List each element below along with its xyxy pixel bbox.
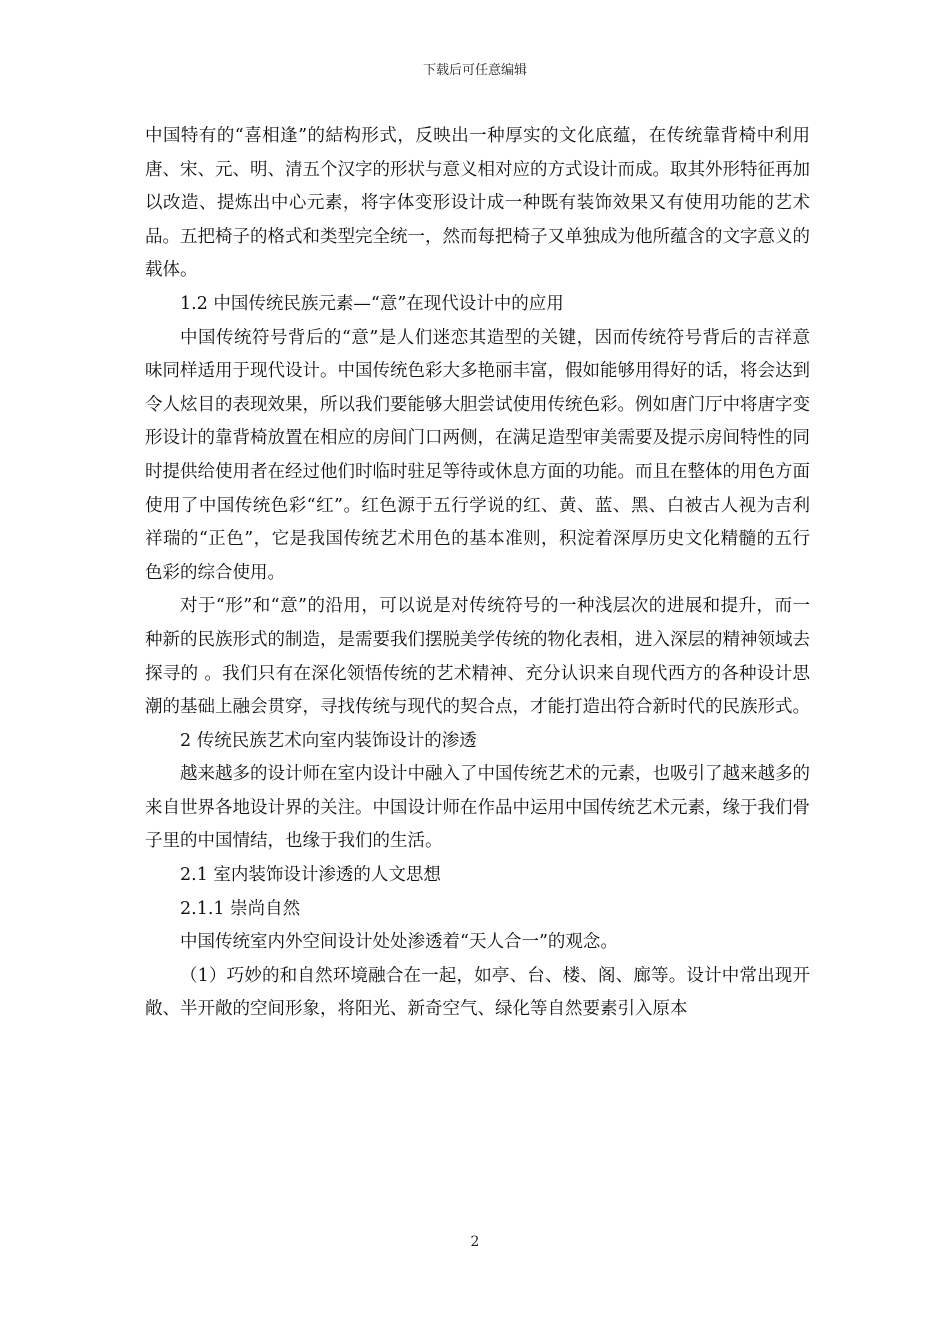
page-header: 下载后可任意编辑: [422, 63, 527, 78]
section-heading-2-1-1: 2.1.1 崇尚自然: [180, 898, 301, 919]
paragraph-continuation: 中国特有的“喜相逢”的結构形式，反映出一种厚实的文化底蕴，在传统靠背椅中利用唐、宋、元、明、清五个汉字的形状与意义相对应的方式设计而成。取其外形特征再加以改造、提炼出中心元素，将字体变形设计成一种既有装饰效果又有使用功能的艺术品。五把椅子的格式和类型完全统一，然而每把椅子又单独成为他所蕴含的文字意义的载体。: [145, 126, 810, 281]
paragraph: 对于“形”和“意”的沿用，可以说是对传统符号的一种浅层次的进展和提升，而一种新的民族形式的制造，是需要我们摆脱美学传统的物化表相，进入深层的精神领域去探寻的 。我们只有在深化领悟传统的艺术精神、充分认识来自现代西方的各种设计思潮的基础上融会贯穿，寻找传统与现代的契合点，才能打造出符合新时代的民族形式。: [145, 596, 810, 718]
paragraph: 中国传统符号背后的“意”是人们迷恋其造型的关键，因而传统符号背后的吉祥意味同样适用于现代设计。中国传统色彩大多艳丽丰富，假如能够用得好的话，将会达到令人炫目的表现效果，所以我们要能够大胆尝试使用传统色彩。例如唐门厅中将唐字变形设计的靠背椅放置在相应的房间门口两侧，在满足造型审美需要及提示房间特性的同时提供给使用者在经过他们时临时驻足等待或休息方面的功能。而且在整体的用色方面使用了中国传统色彩“红”。红色源于五行学说的红、黄、蓝、黑、白被古人视为吉利祥瑞的“正色”，它是我国传统艺术用色的基本准则，积淀着深厚历史文化精髓的五行色彩的综合使用。: [145, 327, 810, 583]
paragraph: （1）巧妙的和自然环境融合在一起，如亭、台、楼、阁、廊等。设计中常出现开敞、半开敞的空间形象，将阳光、新奇空气、绿化等自然要素引入原本: [145, 965, 810, 1020]
section-heading-2: 2 传统民族艺术向室内装饰设计的渗透: [180, 730, 477, 751]
section-heading-2-1: 2.1 室内装饰设计渗透的人文思想: [180, 865, 441, 886]
section-heading-1-2: 1.2 中国传统民族元素—“意”在现代设计中的应用: [180, 293, 564, 314]
page-number: 2: [470, 1234, 480, 1250]
paragraph: 中国传统室内外空间设计处处渗透着“天人合一”的观念。: [180, 932, 618, 953]
paragraph: 越来越多的设计师在室内设计中融入了中国传统艺术的元素，也吸引了越来越多的来自世界各地设计界的关注。中国设计师在作品中运用中国传统艺术元素，缘于我们骨子里的中国情结，也缘于我们的生活。: [145, 764, 810, 852]
document-body: [145, 120, 810, 1027]
